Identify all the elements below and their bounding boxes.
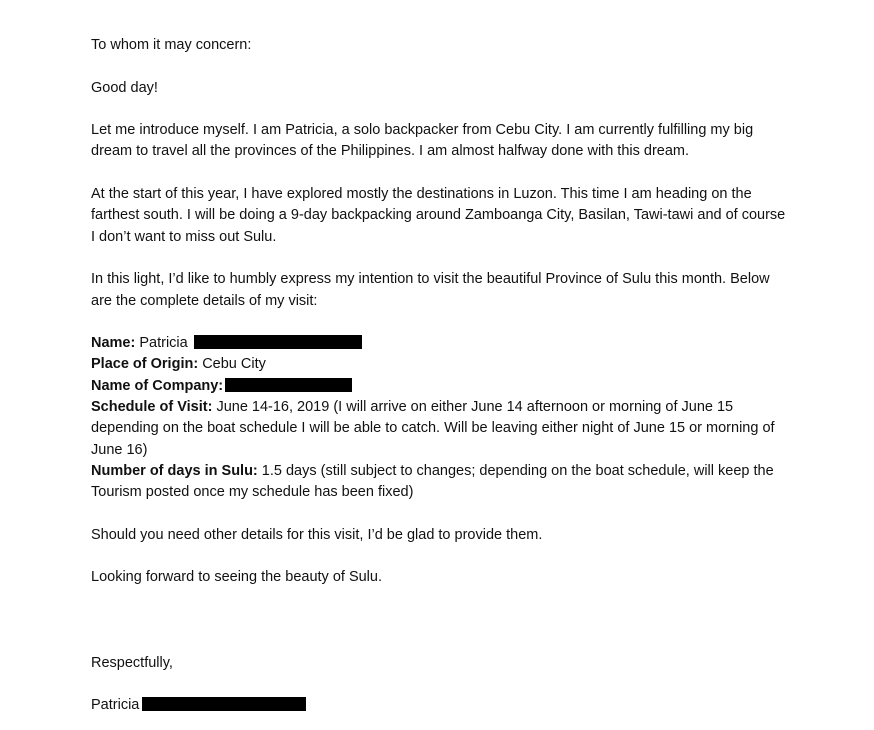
salutation: To whom it may concern: [91, 37, 252, 53]
visit-details [91, 333, 791, 503]
intention-paragraph: In this light, I’d like to humbly express my intention to visit the beautiful Province of Sulu this month. Below are the complete details of my visit: [91, 271, 770, 309]
name-value: Patricia [139, 335, 188, 352]
name-label: Name: [91, 335, 136, 352]
redaction-bar [225, 378, 352, 392]
itinerary-paragraph: At the start of this year, I have explored mostly the destinations in Luzon. This time I am heading on the farthest south. I will be doing a 9-day backpacking around Zamboanga City, Basilan, Tawi-tawi and of course I don’t want to miss out Sulu. [91, 186, 786, 245]
origin-label: Place of Origin: [91, 356, 199, 373]
closing-paragraph: Should you need other details for this visit, I’d be glad to provide them. [91, 526, 543, 543]
detail-name [91, 333, 791, 354]
signature-name: Patricia [91, 697, 140, 714]
detail-schedule [91, 397, 791, 461]
origin-value: Cebu City [202, 356, 266, 373]
signature [91, 695, 791, 716]
days-value: 1.5 days (still subject to changes; depending on the boat schedule, will keep the Tourism posted once my schedule has been fixed) [91, 462, 774, 501]
greeting: Good day! [91, 79, 158, 96]
detail-days [91, 461, 791, 504]
detail-company [91, 376, 791, 397]
redaction-bar [194, 335, 362, 349]
company-label: Name of Company: [91, 377, 224, 394]
letter-body [91, 35, 791, 717]
schedule-label: Schedule of Visit: [91, 399, 213, 416]
schedule-value: June 14-16, 2019 (I will arrive on either June 14 afternoon or morning of June 15 depending on the boat schedule I will be able to catch. Will be leaving either night of June 15 or morning of June 16) [91, 399, 775, 458]
intro-paragraph: Let me introduce myself. I am Patricia, a solo backpacker from Cebu City. I am currently fulfilling my big dream to travel all the provinces of the Philippines. I am almost halfway done with this dream. [91, 122, 754, 160]
closing-line: Looking forward to seeing the beauty of Sulu. [91, 569, 382, 586]
detail-origin [91, 354, 791, 375]
days-label: Number of days in Sulu: [91, 462, 258, 479]
signoff: Respectfully, [91, 654, 173, 671]
redaction-bar [142, 697, 306, 711]
